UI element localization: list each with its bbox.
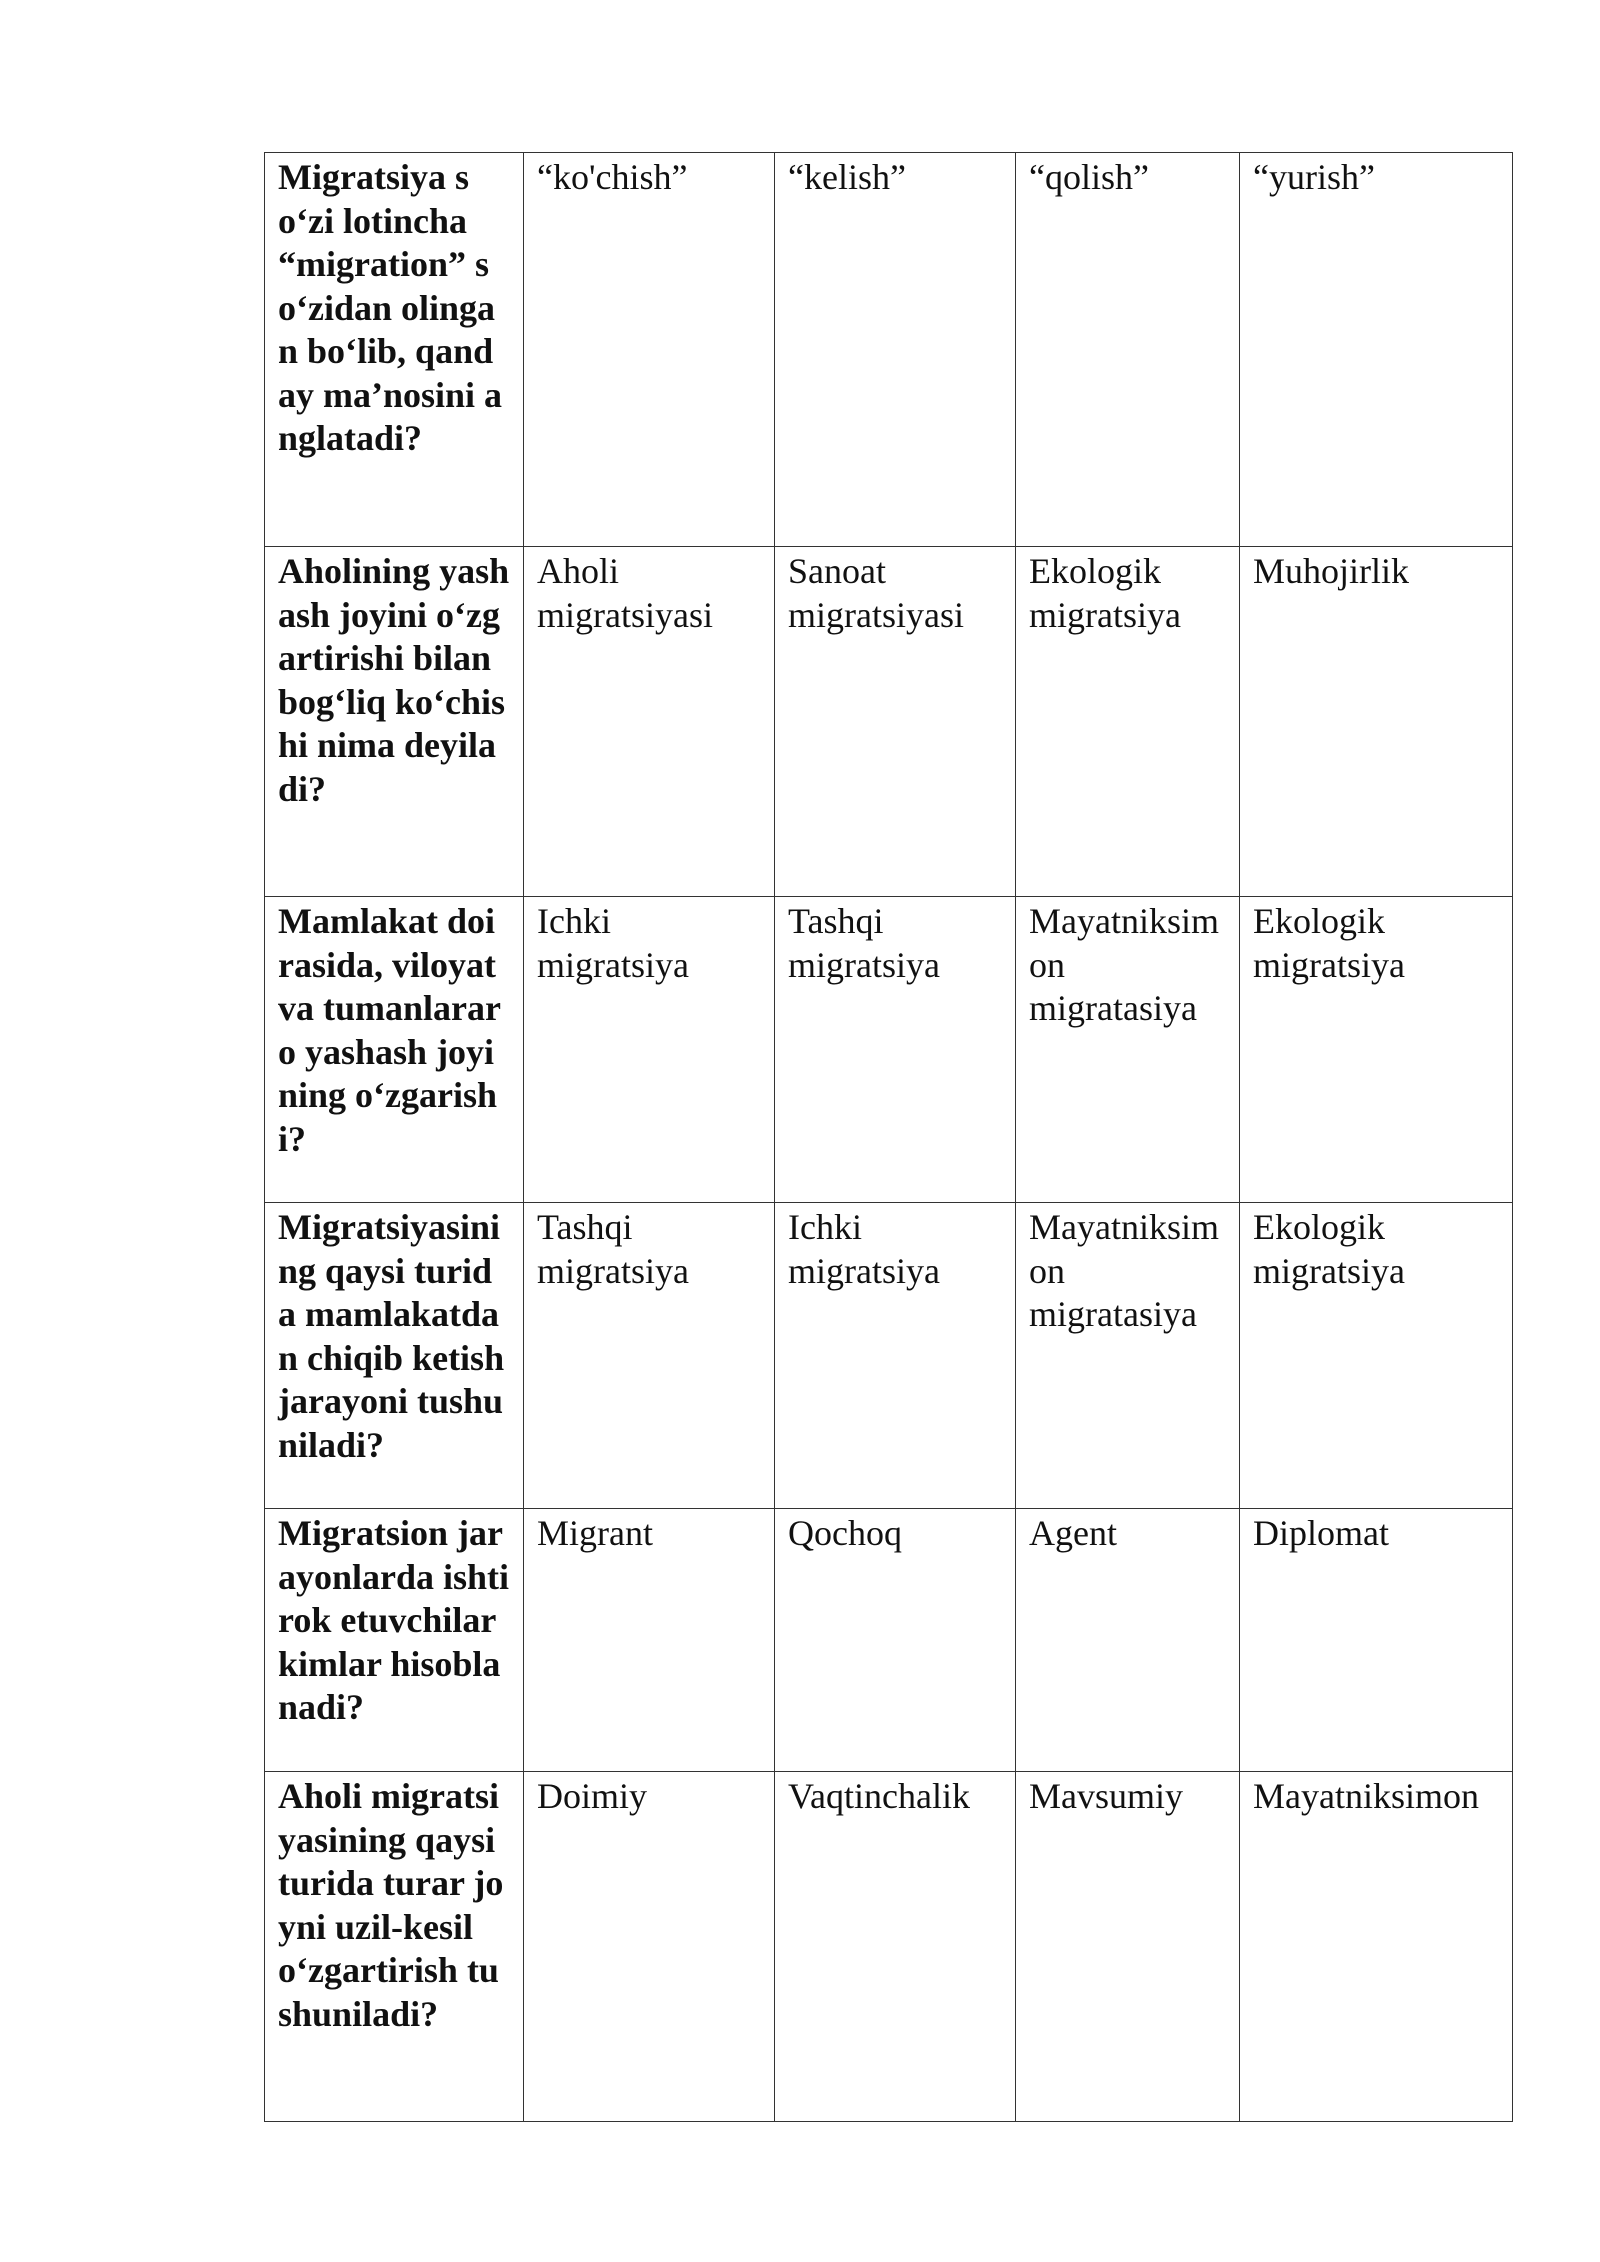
table-row: [265, 897, 1513, 1203]
option-cell: Ekologik migratsiya: [1240, 897, 1513, 1203]
table-row: [265, 1772, 1513, 2122]
option-cell: Mayatniksimon migratasiya: [1016, 1203, 1240, 1509]
option-cell: Ichki migratsiya: [775, 1203, 1016, 1509]
option-cell: Vaqtinchalik: [775, 1772, 1016, 2122]
option-cell: Migrant: [524, 1509, 775, 1772]
option-cell: Tashqi migratsiya: [775, 897, 1016, 1203]
option-cell: Diplomat: [1240, 1509, 1513, 1772]
option-cell: “ko'chish”: [524, 153, 775, 547]
question-cell: Aholi migratsiyasining qaysi turida turar joyni uzil-kesil o‘zgartirish tushuniladi?: [265, 1772, 524, 2122]
option-cell: Ichki migratsiya: [524, 897, 775, 1203]
quiz-table: [264, 152, 1513, 2122]
option-cell: “yurish”: [1240, 153, 1513, 547]
option-cell: Muhojirlik: [1240, 547, 1513, 897]
question-cell: Mamlakat doirasida, viloyat va tumanlararo yashash joyining o‘zgarishi?: [265, 897, 524, 1203]
table-row: [265, 547, 1513, 897]
table-row: [265, 1509, 1513, 1772]
question-cell: Migratsiyasining qaysi turida mamlakatdan chiqib ketish jarayoni tushuniladi?: [265, 1203, 524, 1509]
option-cell: Ekologik migratsiya: [1240, 1203, 1513, 1509]
table-row: [265, 1203, 1513, 1509]
option-cell: Aholi migratsiyasi: [524, 547, 775, 897]
option-cell: Sanoat migratsiyasi: [775, 547, 1016, 897]
question-cell: Migratsiya so‘zi lotincha “migration” so‘zidan olingan bo‘lib, qanday ma’nosini anglatadi?: [265, 153, 524, 547]
question-cell: Migratsion jarayonlarda ishtirok etuvchilar kimlar hisoblanadi?: [265, 1509, 524, 1772]
option-cell: Mavsumiy: [1016, 1772, 1240, 2122]
option-cell: “qolish”: [1016, 153, 1240, 547]
option-cell: Tashqi migratsiya: [524, 1203, 775, 1509]
question-cell: Aholining yashash joyini o‘zgartirishi bilan bog‘liq ko‘chishi nima deyiladi?: [265, 547, 524, 897]
option-cell: Mayatniksimon: [1240, 1772, 1513, 2122]
option-cell: Qochoq: [775, 1509, 1016, 1772]
option-cell: “kelish”: [775, 153, 1016, 547]
table-row: [265, 153, 1513, 547]
option-cell: Doimiy: [524, 1772, 775, 2122]
option-cell: Ekologik migratsiya: [1016, 547, 1240, 897]
option-cell: Mayatniksimon migratasiya: [1016, 897, 1240, 1203]
option-cell: Agent: [1016, 1509, 1240, 1772]
